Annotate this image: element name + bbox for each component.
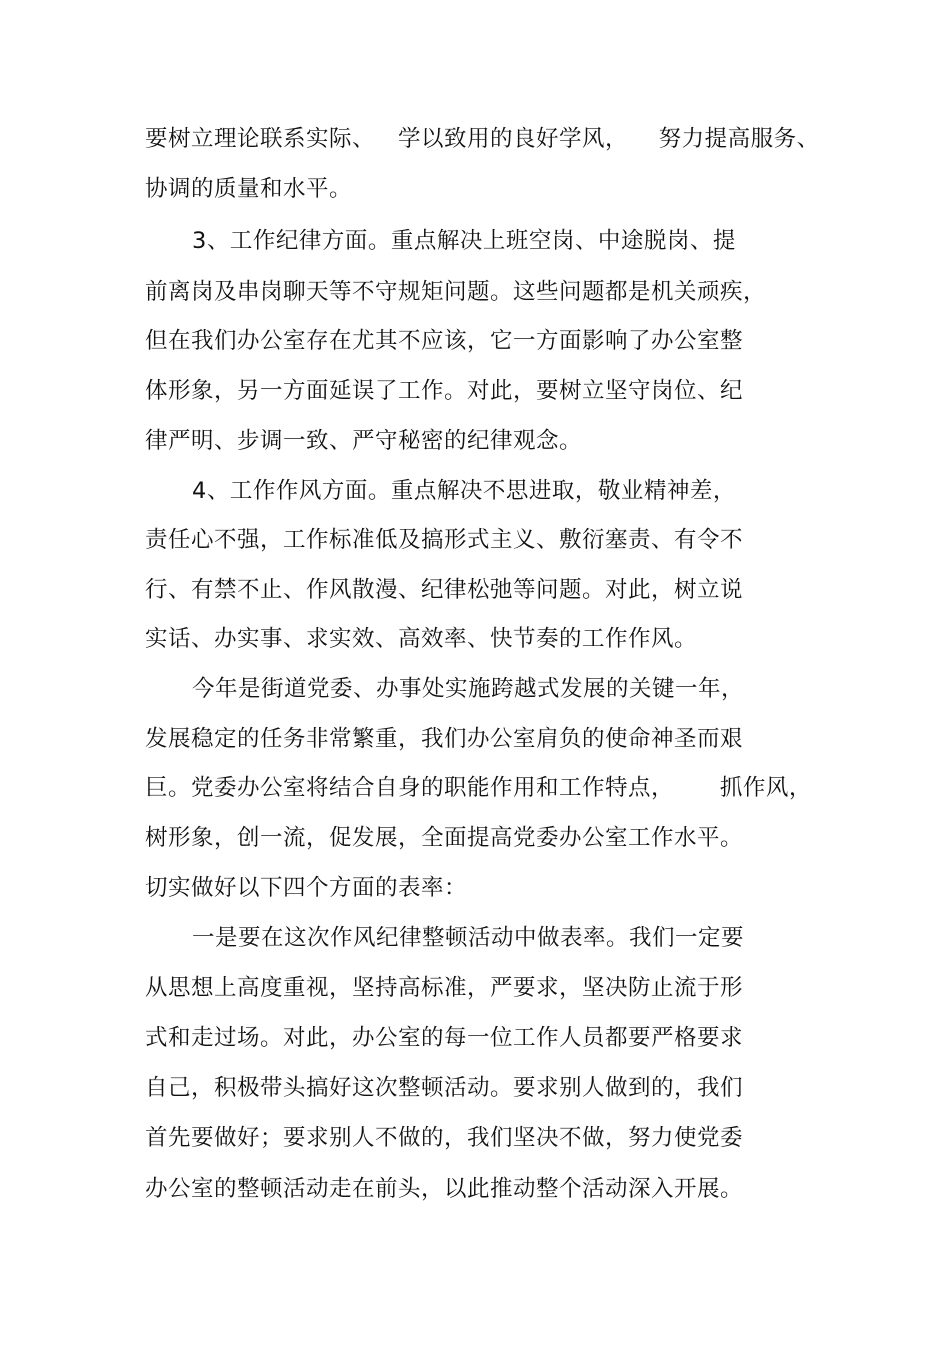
text-line: 式和走过场。对此，办公室的每一位工作人员都要严格要求 xyxy=(145,1025,744,1051)
text-line: 发展稳定的任务非常繁重，我们办公室肩负的使命神圣而艰 xyxy=(145,726,744,752)
text-line: 实话、办实事、求实效、高效率、快节奏的工作作风。 xyxy=(145,626,698,652)
text-line: 协调的质量和水平。 xyxy=(145,176,353,202)
text-line: 要树立理论联系实际、 学以致用的良好学风， 努力提高服务、 xyxy=(145,126,820,152)
text-line: 树形象，创一流，促发展，全面提高党委办公室工作水平。 xyxy=(145,825,744,851)
text-line: 自己，积极带头搞好这次整顿活动。要求别人做到的，我们 xyxy=(145,1075,744,1101)
text-line: 但在我们办公室存在尤其不应该，它一方面影响了办公室整 xyxy=(145,328,744,354)
paragraph-start-line: 3、工作纪律方面。重点解决上班空岗、中途脱岗、提 xyxy=(192,228,736,254)
text-line: 从思想上高度重视，坚持高标准，严要求，坚决防止流于形 xyxy=(145,975,744,1001)
text-line: 律严明、步调一致、严守秘密的纪律观念。 xyxy=(145,428,583,454)
text-line: 首先要做好；要求别人不做的，我们坚决不做，努力使党委 xyxy=(145,1125,744,1151)
text-line: 办公室的整顿活动走在前头，以此推动整个活动深入开展。 xyxy=(145,1176,744,1202)
text-line: 行、有禁不止、作风散漫、纪律松弛等问题。对此，树立说 xyxy=(145,577,744,603)
paragraph-start-line: 4、工作作风方面。重点解决不思进取，敬业精神差， xyxy=(192,478,736,504)
text-line: 责任心不强，工作标准低及搞形式主义、敷衍塞责、有令不 xyxy=(145,527,744,553)
paragraph-start-line: 今年是街道党委、办事处实施跨越式发展的关键一年， xyxy=(192,676,745,702)
paragraph-start-line: 一是要在这次作风纪律整顿活动中做表率。我们一定要 xyxy=(192,925,745,951)
text-line: 巨。党委办公室将结合自身的职能作用和工作特点， 抓作风， xyxy=(145,775,812,801)
text-line: 前离岗及串岗聊天等不守规矩问题。这些问题都是机关顽疾， xyxy=(145,279,767,305)
text-line: 体形象，另一方面延误了工作。对此，要树立坚守岗位、纪 xyxy=(145,378,744,404)
text-line: 切实做好以下四个方面的表率： xyxy=(145,875,468,901)
